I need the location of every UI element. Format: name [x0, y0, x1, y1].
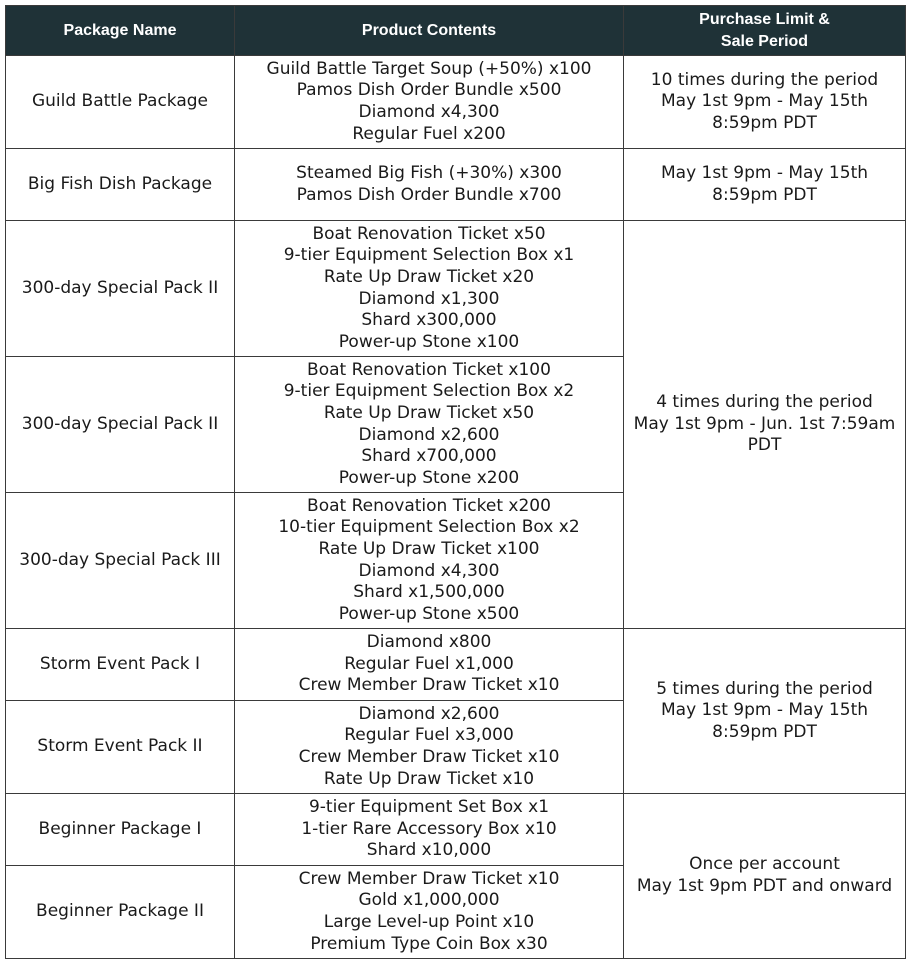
limit-line: 5 times during the period	[656, 678, 873, 699]
limit-line: May 1st 9pm - May 15th	[660, 700, 869, 721]
content-line: 9-tier Equipment Selection Box x1	[283, 245, 575, 266]
package-name-cell: Big Fish Dish Package	[6, 149, 235, 221]
content-line: Steamed Big Fish (+30%) x300	[296, 162, 562, 183]
content-line: Shard x10,000	[366, 840, 492, 861]
content-line: Boat Renovation Ticket x100	[307, 359, 551, 380]
header-package-name: Package Name	[6, 6, 235, 56]
product-contents-cell	[235, 56, 624, 149]
content-line: Rate Up Draw Ticket x10	[323, 768, 535, 789]
header-purchase-limit	[624, 6, 906, 56]
header-product-contents: Product Contents	[235, 6, 624, 56]
content-line: Diamond x1,300	[358, 288, 500, 309]
header-row	[6, 6, 906, 56]
content-line: Guild Battle Target Soup (+50%) x100	[266, 58, 592, 79]
table-row	[6, 56, 906, 149]
header-purchase-limit-line: Purchase Limit &	[699, 10, 830, 28]
content-line: Shard x300,000	[361, 310, 497, 331]
package-name-cell: 300-day Special Pack II	[6, 357, 235, 493]
table-row	[6, 149, 906, 221]
package-name-cell: 300-day Special Pack II	[6, 221, 235, 357]
product-contents-cell	[235, 794, 624, 866]
content-line: Rate Up Draw Ticket x20	[323, 266, 535, 287]
content-line: 10-tier Equipment Selection Box x2	[278, 517, 580, 538]
package-name-cell: Guild Battle Package	[6, 56, 235, 149]
content-line: Gold x1,000,000	[358, 890, 500, 911]
content-line: Boat Renovation Ticket x200	[307, 495, 551, 516]
limit-cell	[624, 221, 906, 629]
content-line: Regular Fuel x3,000	[344, 725, 514, 746]
limit-line: Once per account	[689, 854, 840, 875]
product-contents-cell	[235, 357, 624, 493]
limit-line: 8:59pm PDT	[712, 112, 817, 133]
limit-line: May 1st 9pm - Jun. 1st 7:59am	[633, 413, 896, 434]
content-line: 1-tier Rare Accessory Box x10	[301, 818, 557, 839]
content-line: 9-tier Equipment Selection Box x2	[283, 381, 575, 402]
content-line: Power-up Stone x200	[338, 467, 520, 488]
limit-line: 8:59pm PDT	[712, 721, 817, 742]
product-contents-cell	[235, 493, 624, 629]
content-line: 9-tier Equipment Set Box x1	[308, 797, 550, 818]
limit-line: 10 times during the period	[650, 69, 879, 90]
content-line: Crew Member Draw Ticket x10	[298, 868, 560, 889]
content-line: Crew Member Draw Ticket x10	[298, 747, 560, 767]
limit-cell	[624, 629, 906, 794]
content-line: Rate Up Draw Ticket x100	[318, 538, 540, 559]
header-sale-period-line: Sale Period	[720, 32, 809, 50]
product-contents-cell	[235, 629, 624, 701]
content-line: Rate Up Draw Ticket x50	[323, 402, 535, 423]
limit-line: May 1st 9pm - May 15th	[660, 91, 869, 112]
content-line: Diamond x2,600	[358, 424, 500, 445]
limit-line: PDT	[747, 435, 782, 456]
content-line: Shard x1,500,000	[353, 582, 505, 603]
content-line: Power-up Stone x500	[338, 603, 520, 624]
content-line: Crew Member Draw Ticket x10	[298, 675, 560, 696]
package-name-cell: Beginner Package I	[6, 794, 235, 866]
content-line: Shard x700,000	[361, 446, 497, 467]
limit-cell	[624, 794, 906, 959]
content-line: Pamos Dish Order Bundle x700	[296, 184, 562, 205]
package-name-cell: Storm Event Pack I	[6, 629, 235, 701]
limit-cell	[624, 56, 906, 149]
table-row	[6, 221, 906, 357]
limit-line: May 1st 9pm PDT and onward	[636, 876, 893, 896]
content-line: Power-up Stone x100	[338, 331, 520, 352]
content-line: Pamos Dish Order Bundle x500	[296, 80, 562, 101]
content-line: Diamond x800	[366, 632, 492, 653]
table-row	[6, 794, 906, 866]
product-contents-cell	[235, 221, 624, 357]
content-line: Large Level-up Point x10	[323, 912, 535, 932]
product-contents-cell	[235, 701, 624, 794]
table-row	[6, 629, 906, 701]
limit-line: May 1st 9pm - May 15th	[660, 162, 869, 183]
content-line: Premium Type Coin Box x30	[310, 933, 548, 954]
package-name-cell: Storm Event Pack II	[6, 701, 235, 794]
content-line: Diamond x2,600	[358, 703, 500, 724]
limit-cell	[624, 149, 906, 221]
package-name-cell: Beginner Package II	[6, 866, 235, 959]
content-line: Boat Renovation Ticket x50	[312, 223, 546, 244]
content-line: Regular Fuel x200	[352, 123, 506, 144]
content-line: Regular Fuel x1,000	[344, 653, 514, 674]
product-contents-cell	[235, 149, 624, 221]
content-line: Diamond x4,300	[358, 102, 500, 122]
package-table	[5, 5, 906, 959]
product-contents-cell	[235, 866, 624, 959]
content-line: Diamond x4,300	[358, 560, 500, 581]
limit-line: 8:59pm PDT	[712, 184, 817, 205]
limit-line: 4 times during the period	[656, 392, 873, 413]
package-name-cell: 300-day Special Pack III	[6, 493, 235, 629]
